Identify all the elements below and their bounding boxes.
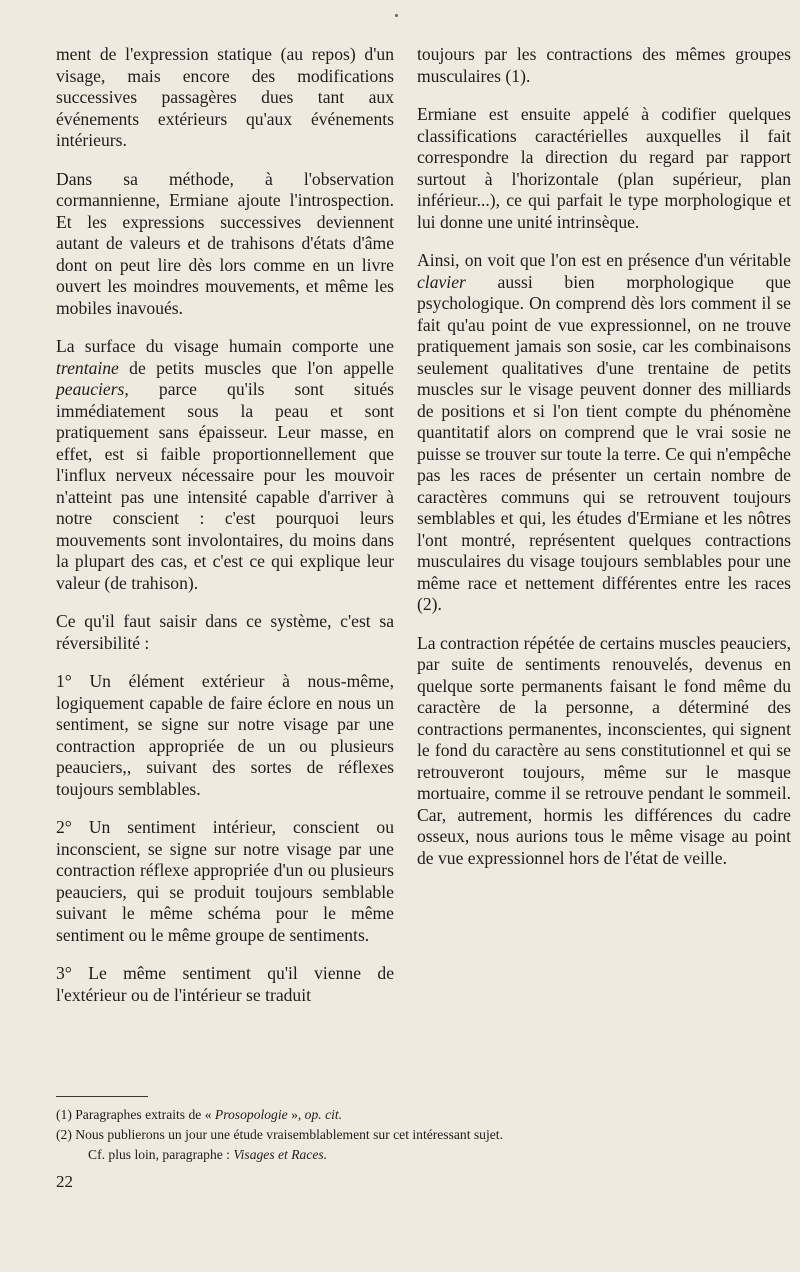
paragraph [417, 250, 791, 616]
text: (1) Paragraphes extraits de « [56, 1107, 215, 1122]
paragraph: ment de l'expression statique (au repos) d'un visage, mais encore des modifications successives passagères dues tant aux événements extérieurs qu'aux événements intérieurs. [56, 44, 394, 150]
italic-term: trentaine [56, 357, 119, 378]
italic-term: op. cit. [304, 1107, 343, 1122]
paragraph: 3° Le même sentiment qu'il vienne de l'extérieur ou de l'intérieur se traduit [56, 963, 394, 1005]
left-column [56, 44, 394, 1023]
paragraph: Dans sa méthode, à l'observation cormannienne, Ermiane ajoute l'introspection. Et les expressions successives deviennent autant de valeurs et de trahisons d'états d'âme dont on peut lire dès lors comme en un livre ouvert les moindres mouvements, et même les mobiles inavoués. [56, 168, 394, 318]
italic-term: peauciers, [56, 379, 129, 399]
page-number: 22 [56, 1172, 73, 1191]
paragraph: Ce qu'il faut saisir dans ce système, c'est sa réversibilité : [56, 611, 394, 653]
text: de petits muscles que l'on appelle [118, 357, 394, 378]
footnote-2-continuation [56, 1145, 756, 1165]
paragraph [56, 336, 394, 594]
paragraph: 1° Un élément extérieur à nous-même, logiquement capable de faire éclore en nous un sentiment, se signe sur notre visage par une contraction appropriée de un ou plusieurs peauciers,, suivant des sortes de réflexes toujours semblables. [56, 671, 394, 799]
italic-title: Prosopologie [214, 1107, 288, 1122]
paragraph: La contraction répétée de certains muscles peauciers, par suite de sentiments renouvelés, devenus en quelque sorte permanents faisant le fond même du caractère de la personne, a déterminé des contractions permanentes, inconscientes, qui signent le fond du caractère au sens constitutionnel et qui se retrouveront toujours, même sur le masque mortuaire, comme il se retrouve pendant le sommeil. Car, autrement, hormis les différences du cadre osseux, nous aurions tous le même visage au point de vue expressionnel hors de l'état de veille. [417, 632, 791, 868]
italic-term: clavier [417, 271, 466, 292]
footnote-1 [56, 1105, 756, 1125]
paragraph: 2° Un sentiment intérieur, conscient ou inconscient, se signe sur notre visage par une contraction réflexe appropriée d'un ou plusieurs peauciers, qui se produit toujours semblable suivant le même schéma pour le même sentiment ou le même groupe de sentiments. [56, 817, 394, 945]
text: parce qu'ils sont situés immédiatement sous la peau et sont pratiquement sans épaisseur. Leur masse, en effet, est si faible proportionnellement que l'influx nerveux nécessaire pour les mouvoir n'atteint pas une intensité capable d'arriver à notre conscient : c'est pourquoi leurs mouvements sont involontaires, du moins dans la plupart des cas, et c'est ce qui explique leur valeur (de trahison). [56, 379, 394, 593]
page-speck [395, 14, 398, 17]
italic-title: Visages et Races. [233, 1147, 328, 1162]
right-column [417, 44, 791, 886]
text: aussi bien morphologique que psychologique. On comprend dès lors comment il se fait qu'au point de vue expressionnel, on ne trouve pratiquement jamais son sosie, car les combinaisons seulement qualitatives d'une trentaine de petits muscles sur le visage peuvent donner des milliards de positions et si l'on tient compte du phénomène quantitatif alors on comprend que le vrai sosie ne puisse se trouver sur toute la terre. Ce qui n'empêche pas les races de présenter un certain nombre de caractères communs qui se retrouvent toujours semblables et qui, les études d'Ermiane et les nôtres l'ont montré, représentent quelques contractions musculaires du visage toujours semblables pour une même race et nettement différentes entre les races (2). [417, 271, 791, 614]
text: La surface du visage humain comporte une [56, 336, 394, 356]
text: », [287, 1107, 305, 1122]
paragraph: Ermiane est ensuite appelé à codifier quelques classifications caractérielles auxquelles il fait correspondre la direction du regard par rapport surtout à l'horizontale (plan supérieur, plan inférieur...), ce qui parfait le type morphologique et lui donne une unité intrinsèque. [417, 104, 791, 232]
footnote-2: (2) Nous publierons un jour une étude vraisemblablement sur cet intéressant sujet. [56, 1127, 503, 1142]
paragraph: toujours par les contractions des mêmes groupes musculaires (1). [417, 44, 791, 86]
text: Cf. plus loin, paragraphe : [88, 1147, 234, 1162]
text: Ainsi, on voit que l'on est en présence d'un véritable [417, 250, 791, 270]
footnotes [56, 1105, 756, 1165]
footnote-separator [56, 1096, 148, 1097]
